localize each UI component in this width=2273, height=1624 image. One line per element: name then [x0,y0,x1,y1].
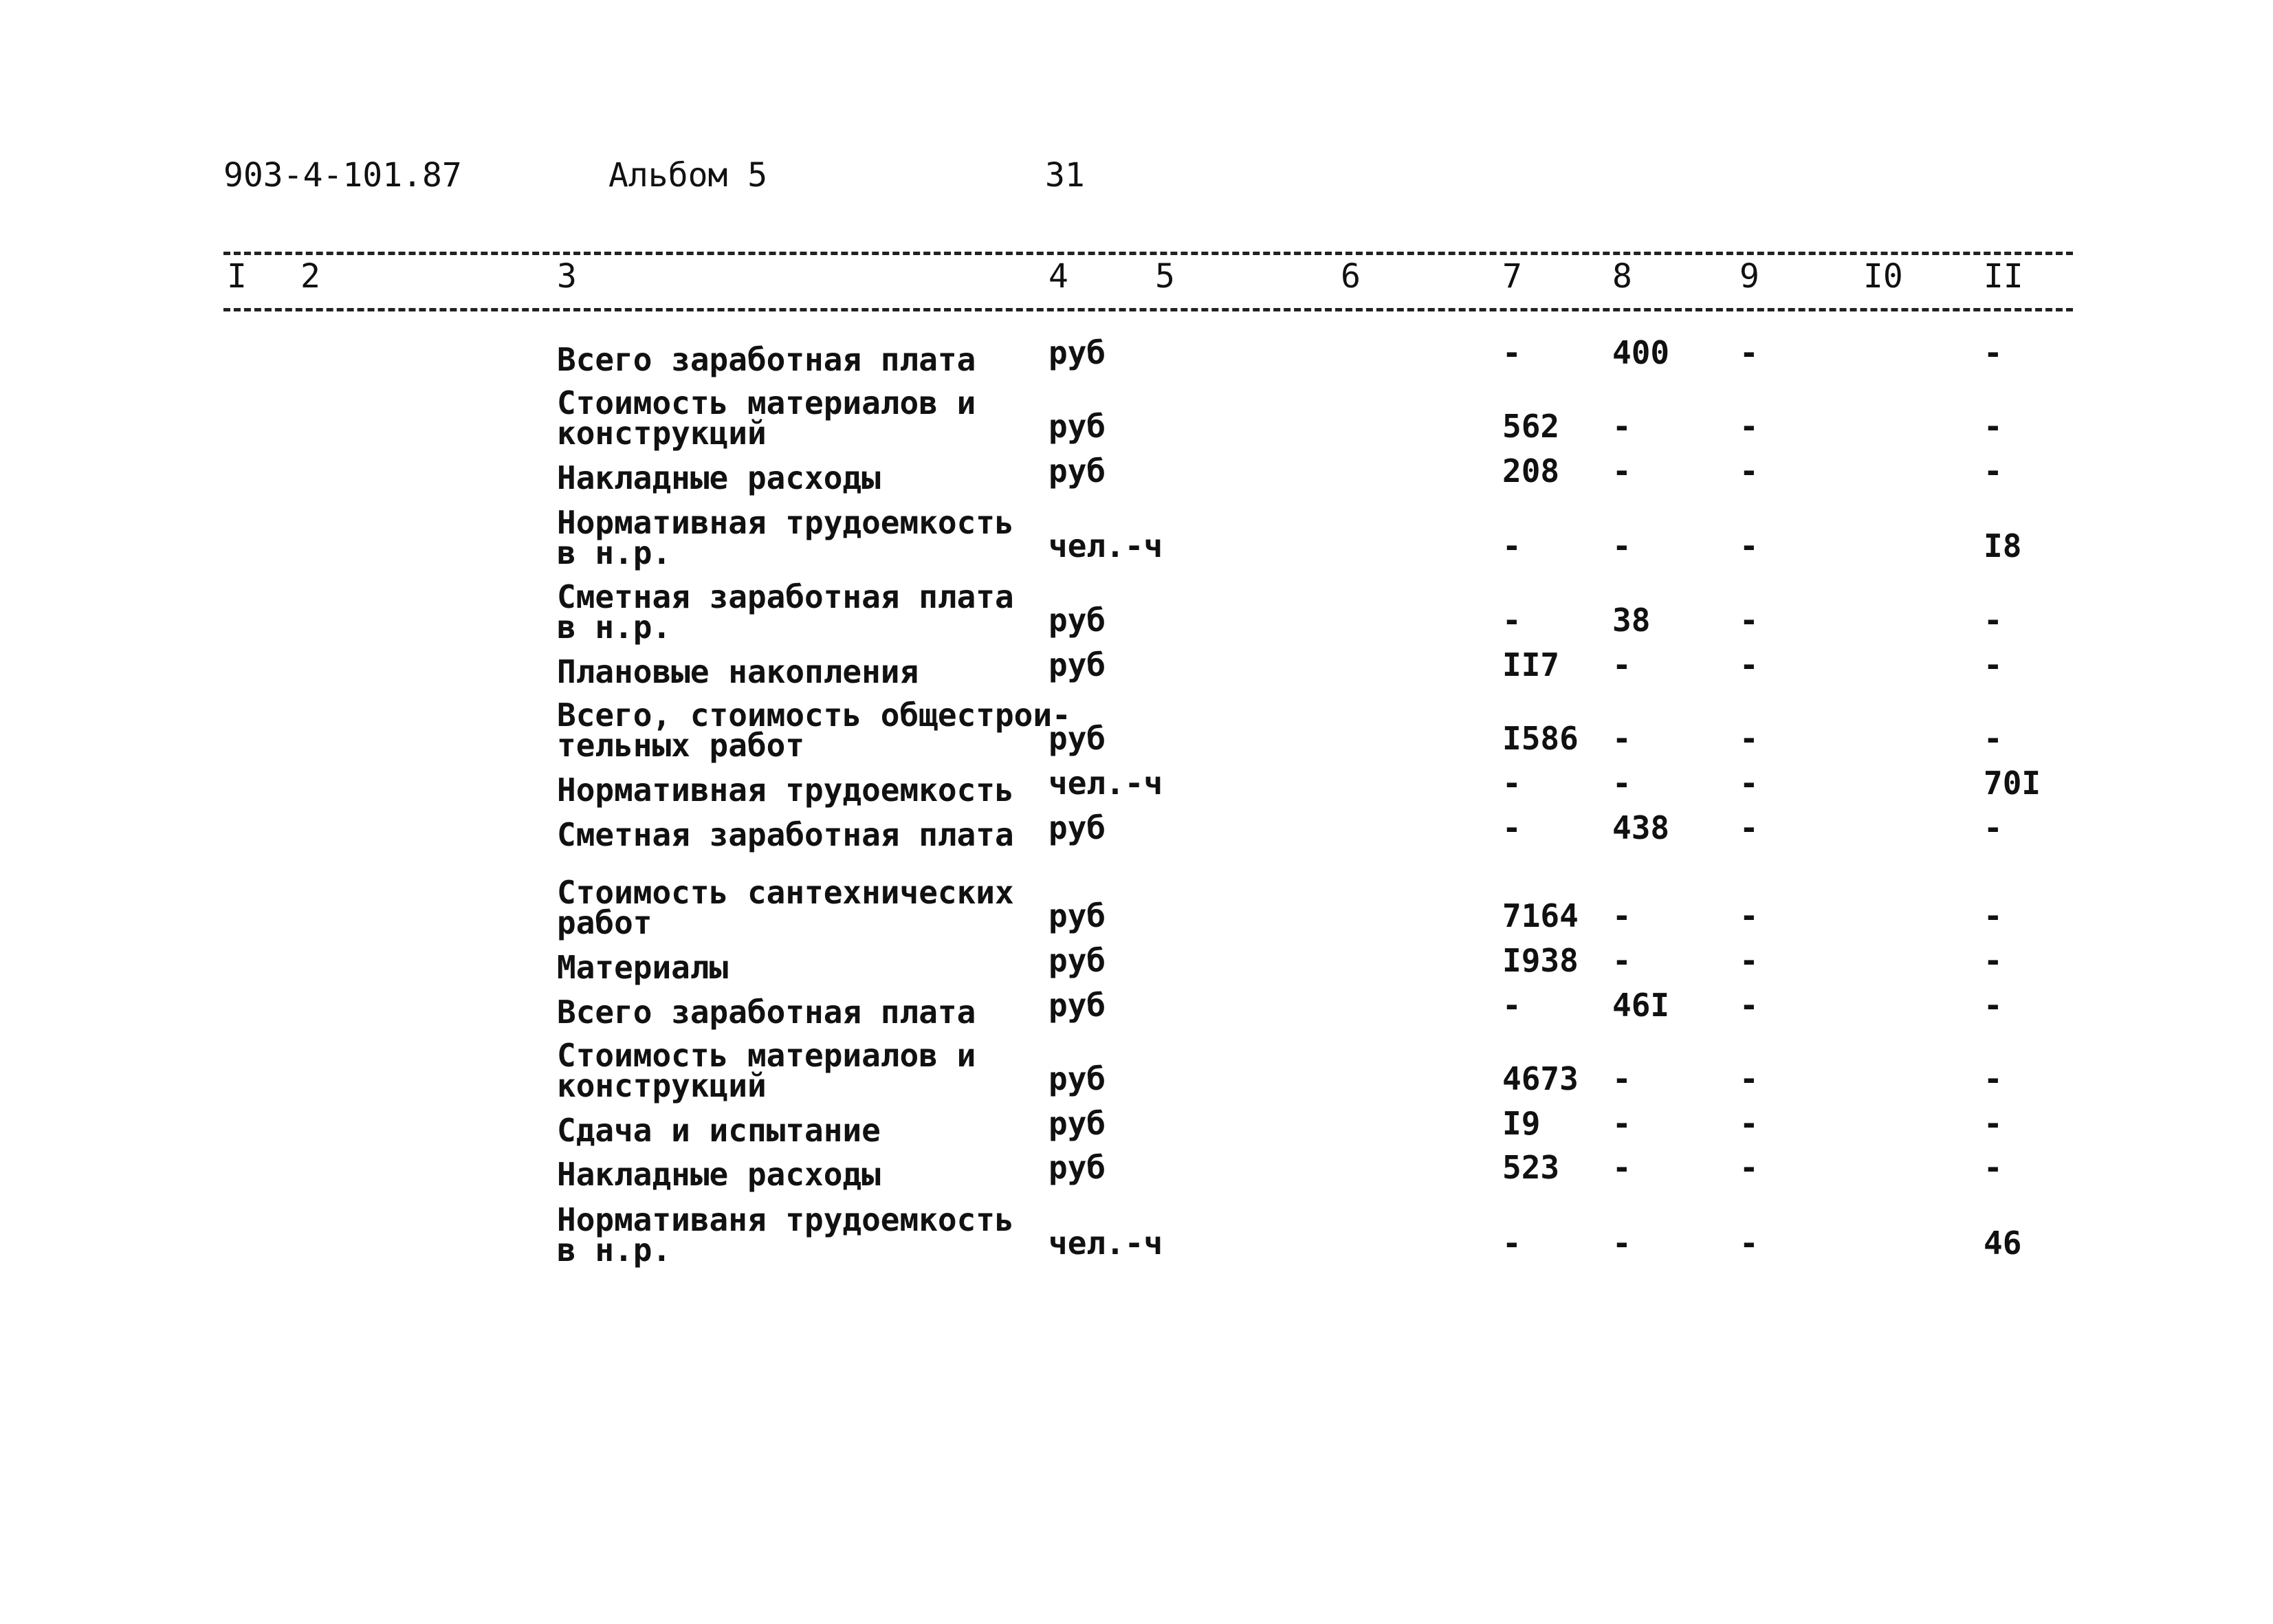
row-description: Всего заработная плата [557,994,976,1031]
row-unit: чел.-ч [1048,765,1163,802]
column-number-7: 7 [1502,257,1522,296]
row-col9: - [1739,334,1759,371]
row-col7: 523 [1502,1149,1560,1186]
row-description: Стоимость материалов и конструкций [557,1037,976,1104]
page-number: 31 [1045,156,1085,195]
row-col9: - [1739,765,1759,802]
row-description: Накладные расходы [557,1156,881,1193]
row-col7: I586 [1502,720,1579,757]
row-unit: руб [1048,408,1106,445]
row-col7: - [1502,334,1522,371]
row-col9: - [1739,809,1759,846]
column-number-4: 4 [1048,257,1068,296]
row-col9: - [1739,987,1759,1024]
row-col8: - [1612,942,1632,979]
row-description: Сметная заработная плата [557,816,1014,853]
row-col7: 562 [1502,408,1560,445]
row-col7: II7 [1502,646,1560,683]
row-unit: руб [1048,809,1106,846]
row-col11: I8 [1984,527,2022,564]
row-col7: - [1502,602,1522,639]
row-description: Стоимость материалов и конструкций [557,384,976,452]
row-col7: - [1502,527,1522,564]
row-description: Всего заработная плата [557,341,976,378]
column-number-6: 6 [1341,257,1361,296]
row-col11: - [1984,987,2003,1024]
row-description: Накладные расходы [557,459,881,496]
row-col7: - [1502,987,1522,1024]
column-number-1: I [227,257,247,296]
column-number-3: 3 [557,257,577,296]
column-number-11: II [1984,257,2023,296]
row-col8: - [1612,1149,1632,1186]
row-description: Нормативаня трудоемкость в н.р. [557,1201,1014,1269]
row-col7: - [1502,1225,1522,1262]
row-col9: - [1739,1225,1759,1262]
row-unit: руб [1048,1149,1106,1186]
column-number-5: 5 [1155,257,1175,296]
row-col8: - [1612,1060,1632,1097]
row-col9: - [1739,1105,1759,1142]
row-col8: - [1612,646,1632,683]
row-description: Нормативная трудоемкость в н.р. [557,504,1014,571]
row-unit: руб [1048,1060,1106,1097]
row-col9: - [1739,602,1759,639]
column-number-10: I0 [1863,257,1903,296]
row-col11: - [1984,1060,2003,1097]
row-unit: руб [1048,942,1106,979]
row-unit: руб [1048,987,1106,1024]
row-col11: - [1984,452,2003,490]
row-col7: I9 [1502,1105,1541,1142]
row-col9: - [1739,646,1759,683]
row-col11: - [1984,1149,2003,1186]
column-number-9: 9 [1739,257,1759,296]
row-col8: - [1612,408,1632,445]
row-col11: - [1984,809,2003,846]
row-col11: - [1984,720,2003,757]
row-col8: 38 [1612,602,1651,639]
row-description: Нормативная трудоемкость [557,771,1014,809]
row-description: Стоимость сантехнических работ [557,874,1014,941]
row-description: Всего, стоимость общестрои- тельных работ [557,696,1071,764]
row-col9: - [1739,897,1759,934]
row-col8: - [1612,720,1632,757]
row-unit: руб [1048,602,1106,639]
row-col11: - [1984,942,2003,979]
row-col11: 46 [1984,1225,2022,1262]
album-label: Альбом 5 [608,156,768,195]
row-col11: 70I [1984,765,2041,802]
row-unit: руб [1048,452,1106,490]
row-col8: - [1612,452,1632,490]
row-col9: - [1739,942,1759,979]
row-col11: - [1984,334,2003,371]
row-col11: - [1984,646,2003,683]
row-col7: I938 [1502,942,1579,979]
row-col8: - [1612,1225,1632,1262]
row-col9: - [1739,1060,1759,1097]
row-unit: чел.-ч [1048,1225,1163,1262]
row-unit: руб [1048,897,1106,934]
row-col7: 4673 [1502,1060,1579,1097]
row-col11: - [1984,602,2003,639]
row-col7: 208 [1502,452,1560,490]
row-unit: руб [1048,646,1106,683]
row-col7: - [1502,765,1522,802]
row-col8: 438 [1612,809,1670,846]
row-unit: руб [1048,1105,1106,1142]
column-number-8: 8 [1612,257,1632,296]
row-description: Материалы [557,949,729,986]
row-col11: - [1984,897,2003,934]
row-unit: руб [1048,720,1106,757]
document-code: 903-4-101.87 [223,156,462,195]
row-col8: 46I [1612,987,1670,1024]
column-number-2: 2 [300,257,320,296]
row-description: Сметная заработная плата в н.р. [557,578,1014,646]
row-description: Сдача и испытание [557,1112,881,1149]
row-col8: - [1612,765,1632,802]
row-col9: - [1739,527,1759,564]
row-col8: - [1612,527,1632,564]
row-col9: - [1739,452,1759,490]
row-col8: 400 [1612,334,1670,371]
row-col8: - [1612,1105,1632,1142]
row-col9: - [1739,1149,1759,1186]
row-col7: - [1502,809,1522,846]
row-unit: чел.-ч [1048,527,1163,564]
row-unit: руб [1048,334,1106,371]
row-col8: - [1612,897,1632,934]
row-description: Плановые накопления [557,653,919,690]
row-col9: - [1739,408,1759,445]
row-col7: 7164 [1502,897,1579,934]
row-col11: - [1984,408,2003,445]
row-col11: - [1984,1105,2003,1142]
row-col9: - [1739,720,1759,757]
